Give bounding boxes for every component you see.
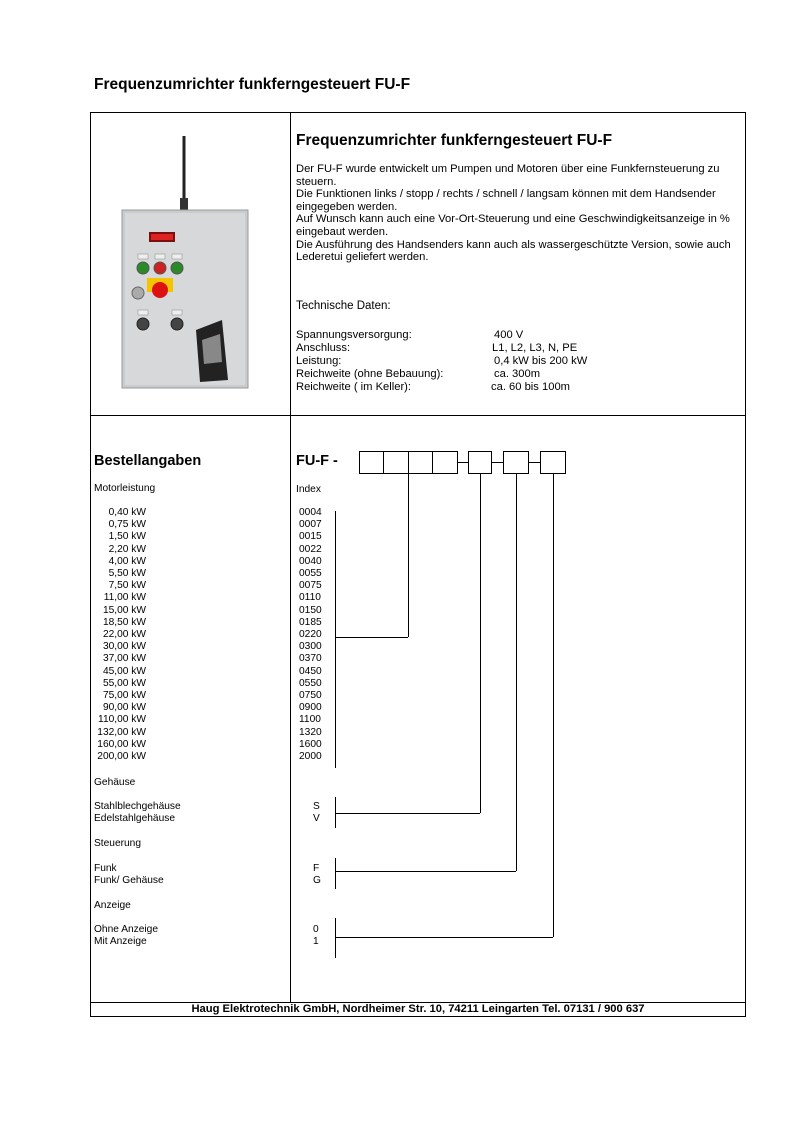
motor-power-value: 45,00 kW xyxy=(102,665,146,677)
motor-index-code: 0450 xyxy=(299,665,322,677)
housing-option: Stahlblechgehäuse xyxy=(94,801,181,812)
display-connector xyxy=(335,937,553,938)
control-code: F xyxy=(313,863,320,874)
index-label: Index xyxy=(296,484,321,495)
box-divider xyxy=(432,451,433,474)
spec-label: Reichweite (ohne Bebauung): xyxy=(296,368,444,380)
motor-power-value: 15,00 kW xyxy=(102,604,146,616)
box-divider xyxy=(383,451,384,474)
housing-connector xyxy=(480,474,481,813)
display-code: 1 xyxy=(313,936,319,947)
spec-label: Leistung: xyxy=(296,355,342,367)
display-code-box xyxy=(540,451,566,474)
spec-value: ca. 300m xyxy=(494,368,541,380)
motor-bracket xyxy=(335,511,336,768)
motor-index-code: 0185 xyxy=(299,616,322,628)
motor-index-code: 0040 xyxy=(299,555,322,567)
control-connector xyxy=(516,474,517,871)
order-title: Bestellangaben xyxy=(94,453,202,469)
housing-code: S xyxy=(313,801,320,812)
motor-power-value: 30,00 kW xyxy=(102,641,146,653)
motor-index-code: 0150 xyxy=(299,604,322,616)
motor-power-value: 22,00 kW xyxy=(102,629,146,640)
motor-index-code: 0055 xyxy=(299,568,322,579)
motor-power-value: 132,00 kW xyxy=(97,726,146,738)
description-line: Der FU-F wurde entwickelt um Pumpen und Motoren über eine Funkfernsteuerung zu steuern. xyxy=(296,163,720,188)
motor-index-code: 0007 xyxy=(299,519,322,531)
box-connector xyxy=(458,462,468,463)
box-divider xyxy=(408,451,409,474)
description-title: Frequenzumrichter funkferngesteuert FU-F xyxy=(296,132,613,149)
housing-connector xyxy=(335,813,480,814)
motor-power-value: 11,00 kW xyxy=(103,592,146,604)
display-option: Ohne Anzeige xyxy=(94,924,159,935)
motor-power-value: 1,50 kW xyxy=(108,531,146,543)
motor-power-value: 18,50 kW xyxy=(102,616,146,628)
motor-power-value: 37,00 kW xyxy=(102,653,146,665)
spec-value: L1, L2, L3, N, PE xyxy=(492,342,578,354)
display-bracket xyxy=(335,918,336,958)
motor-power-value: 4,00 kW xyxy=(108,555,146,567)
motor-index-code: 0750 xyxy=(299,690,322,701)
display-code: 0 xyxy=(313,924,319,935)
spec-label: Reichweite ( im Keller): xyxy=(296,381,412,393)
description-line: Die Funktionen links / stopp / rechts / schnell / langsam können mit dem Handsender eingegeben werden. xyxy=(296,188,716,213)
motor-index-code: 0900 xyxy=(299,702,322,714)
motor-power-value: 5,50 kW xyxy=(108,568,146,579)
description-body xyxy=(296,163,741,264)
description-line: Auf Wunsch kann auch eine Vor-Ort-Steuerung und eine Geschwindigkeitsanzeige in % eingebaut werden. xyxy=(296,213,730,238)
spec-value: 0,4 kW bis 200 kW xyxy=(494,355,588,367)
motor-index-code: 0300 xyxy=(299,641,322,653)
motor-index-code: 1100 xyxy=(299,714,321,726)
spec-label: Anschluss: xyxy=(296,342,351,354)
housing-bracket xyxy=(335,797,336,828)
motor-index-code: 0370 xyxy=(299,653,322,665)
motor-power-value: 0,40 kW xyxy=(108,507,146,518)
description-line: Die Ausführung des Handsenders kann auch als wassergeschützte Version, sowie auch Lederetui geliefert werden. xyxy=(296,238,731,264)
display-label: Anzeige xyxy=(94,900,131,911)
company-footer: Haug Elektrotechnik GmbH, Nordheimer Str. 10, 74211 Leingarten Tel. 07131 / 900 637 xyxy=(191,1003,645,1015)
motor-power-value: 75,00 kW xyxy=(102,690,146,701)
control-connector xyxy=(335,871,516,872)
control-bracket xyxy=(335,858,336,889)
page-title: Frequenzumrichter funkferngesteuert FU-F xyxy=(94,76,411,93)
motor-power-value: 90,00 kW xyxy=(102,702,146,714)
box-connector xyxy=(529,462,540,463)
motor-label: Motorleistung xyxy=(94,483,156,494)
spec-value: 400 V xyxy=(494,329,524,341)
motor-index-code: 0004 xyxy=(299,507,322,518)
spec-heading: Technische Daten: xyxy=(296,300,391,312)
motor-connector xyxy=(408,474,409,637)
motor-index-code: 0220 xyxy=(299,629,322,640)
motor-power-value: 55,00 kW xyxy=(102,677,146,689)
control-code: G xyxy=(313,875,321,886)
section-divider xyxy=(90,415,746,416)
motor-power-value: 160,00 kW xyxy=(97,738,146,750)
spec-value: ca. 60 bis 100m xyxy=(491,381,570,393)
motor-power-value: 110,00 kW xyxy=(98,714,146,726)
motor-power-value: 200,00 kW xyxy=(97,751,146,762)
motor-power-value: 7,50 kW xyxy=(108,580,146,592)
control-option: Funk xyxy=(94,863,117,874)
housing-code-box xyxy=(468,451,492,474)
motor-connector xyxy=(335,637,408,638)
motor-index-code: 0015 xyxy=(299,531,322,543)
order-code-prefix: FU-F - xyxy=(296,453,338,469)
motor-index-code: 0022 xyxy=(299,543,322,555)
box-connector xyxy=(492,462,503,463)
motor-power-value: 2,20 kW xyxy=(108,543,146,555)
housing-option: Edelstahlgehäuse xyxy=(94,813,175,824)
display-connector xyxy=(553,474,554,937)
motor-index-code: 0110 xyxy=(299,592,321,604)
spec-label: Spannungsversorgung: xyxy=(296,329,412,341)
motor-power-value: 0,75 kW xyxy=(108,519,146,531)
control-code-box xyxy=(503,451,529,474)
column-divider xyxy=(290,112,291,1003)
motor-index-code: 1320 xyxy=(299,726,322,738)
display-option: Mit Anzeige xyxy=(94,936,147,947)
housing-label: Gehäuse xyxy=(94,777,136,788)
motor-index-code: 0550 xyxy=(299,677,322,689)
motor-index-code: 1600 xyxy=(299,738,322,750)
motor-index-code: 2000 xyxy=(299,751,322,762)
control-option: Funk/ Gehäuse xyxy=(94,875,164,886)
product-photo xyxy=(118,130,252,390)
motor-index-code: 0075 xyxy=(299,580,322,592)
control-label: Steuerung xyxy=(94,838,142,849)
housing-code: V xyxy=(313,813,320,824)
